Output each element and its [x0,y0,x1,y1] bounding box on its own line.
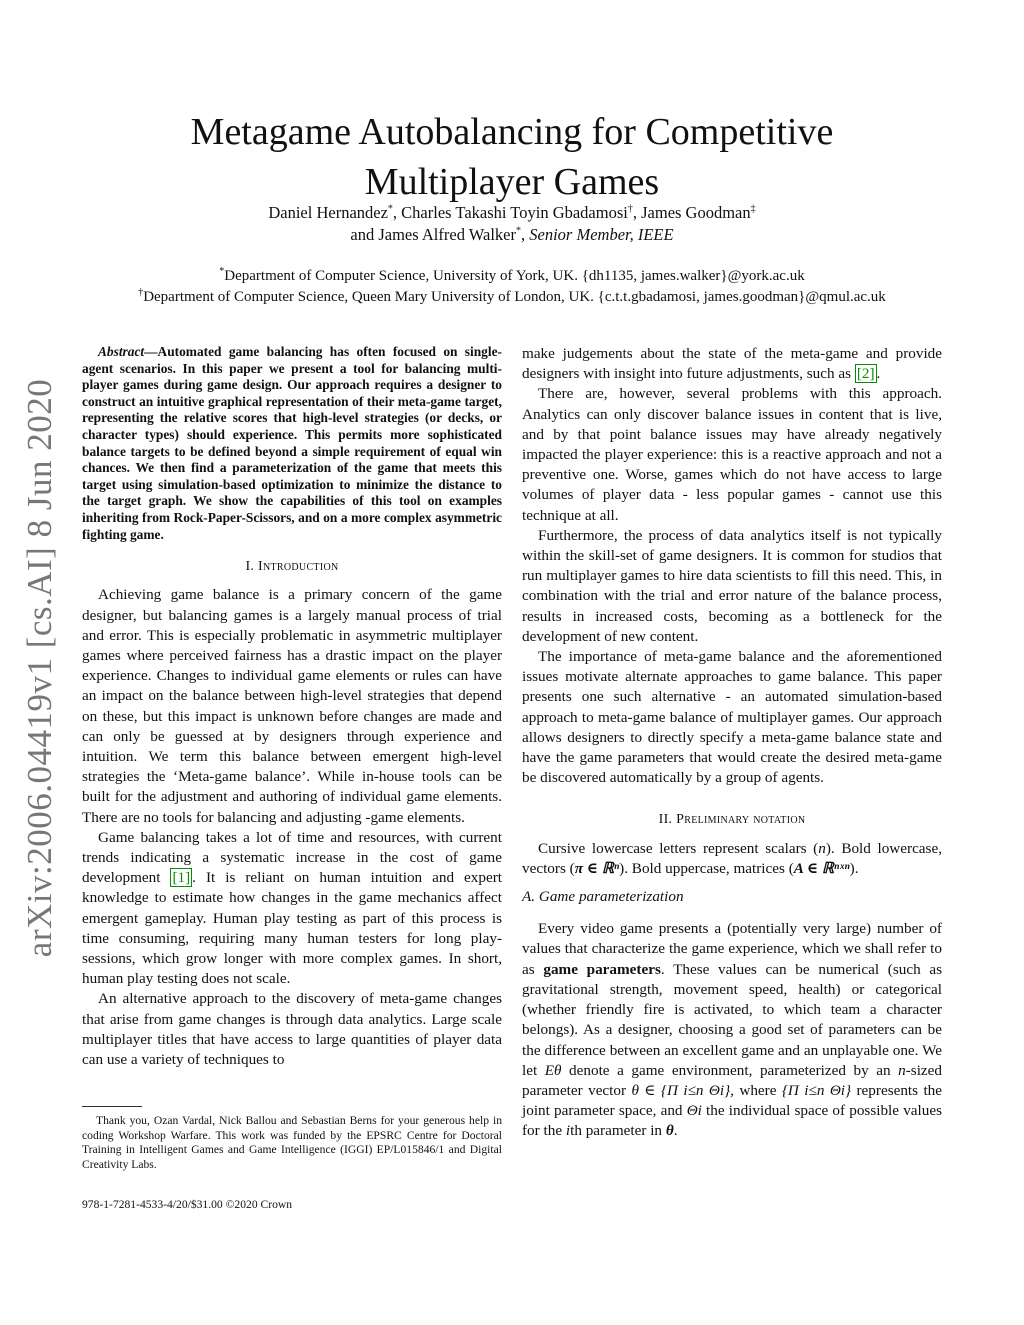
intro-paragraph-3: An alternative approach to the discovery of meta-game changes that arise from game changes is through data analytics. Large scale multiplayer titles that have access to large quantities of player data can use a variety of techniques to [82,990,502,1068]
affiliations [60,266,964,308]
game-param-paragraph: Every video game presents a (potentially very large) number of values that characterize the game experience, which we shall refer to as game parameters. These values can be numerical (such as gravitational strength, movement speed, health) or categorical (whether friendly fire is activated, to which team a character belongs). As a designer, choosing a good set of parameters can be the difference between an excellent game and an unplayable one. We let Eθ denote a game environment, parameterized by an n-sized parameter vector θ ∈ {Π i≤n Θi}, where {Π i≤n Θi} represents the joint parameter space, and Θi the individual space of possible values for the ith parameter in θ. [522,920,943,1140]
notation-paragraph: Cursive lowercase letters represent scalars (n). Bold lowercase, vectors (π ∈ ℝⁿ). Bold uppercase, matrices (A ∈ ℝⁿˣⁿ). [522,839,942,877]
section-heading-introduction: I. Introduction [245,559,339,575]
abstract: Abstract—Automated game balancing has often focused on single-agent scenarios. In this paper we present a tool for balancing multi-player games during game design. Our approach requires a designer to construct an intuitive graphical representation of their meta-game target, representing the relative scores that high-level strategies (or decks, or character types) should experience. This permits more sophisticated balance targets to be defined beyond a simple requirement of equal win chances. We then find a parameterization of the game that meets this target using simulation-based optimization to minimize the distance to the target graph. We show the capabilities of this tool on examples inheriting from Rock-Paper-Scissors, and on a more complex asymmetric fighting game. [82,344,502,542]
footnote-divider [82,1106,142,1107]
arxiv-stamp [18,378,62,958]
citation-link[interactable]: [1] [172,869,191,887]
author-line-2: and James Alfred Walker*, Senior Member, IEEE [350,225,674,244]
intro-paragraph-5: Furthermore, the process of data analytics itself is not typically within the skill-set of game designers. It is common for studios that run multiplayer games to hire data scientists to fill this need. This, in combination with the trial and error nature of the balance process, results in increased costs, becoming as a bottleneck for the development of new content. [522,526,942,645]
author-list [100,202,924,246]
affiliation-york: *Department of Computer Science, University of York, UK. {dh1135, james.walker}@york.ac.uk [219,266,805,284]
subsection-heading-game-parameterization: A. Game parameterization [522,888,684,906]
author-line-1: Daniel Hernandez*, Charles Takashi Toyin Gbadamosi†, James Goodman‡ [268,203,756,222]
intro-paragraph-4: There are, however, several problems with this approach. Analytics can only discover balance issues in content that is live, and by that point balance issues may have already negatively impacted the player experience: this is a reactive approach and not a preventive one. Worse, games which do not have access to large volumes of player data - less popular games - cannot use this technique at all. [522,385,942,524]
intro-paragraph-3-cont: make judgements about the state of the meta-game and provide designers with insight into future adjustments, such as [2] . [522,345,942,383]
copyright-notice: 978-1-7281-4533-4/20/$31.00 ©2020 Crown [82,1198,293,1211]
right-column [522,344,942,1142]
section-heading-notation: II. Preliminary notation [658,812,806,828]
citation-link[interactable]: [2] [856,365,875,383]
arxiv-id: arXiv:2006.04419v1 [cs.AI] 8 Jun 2020 [20,378,59,958]
left-column [82,344,502,1070]
affiliation-qmul: †Department of Computer Science, Queen Mary University of London, UK. {c.t.t.gbadamosi, james.goodman}@qmul.ac.uk [138,287,886,305]
intro-paragraph-6: The importance of meta-game balance and the aforementioned issues motivate alternate approaches to game balance. This paper presents one such alternative - an automated simulation-based approach to meta-game balance of multiplayer games. Our approach allows designers to directly specify a meta-game balance state and have the game parameters that would create the desired meta-game be discovered automatically by a group of agents. [522,648,942,787]
acknowledgement-footnote: Thank you, Ozan Vardal, Nick Ballou and Sebastian Berns for your generous help in coding Workshop Warfare. This work was funded by the EPSRC Centre for Doctoral Training in Intelligent Games and Game Intelligence (IGGI) EP/L015846/1 and Digital Creativity Labs. [82,1114,502,1171]
paper-title: Metagame Autobalancing for Competitive Multiplayer Games [190,111,834,204]
intro-paragraph-2: Game balancing takes a lot of time and resources, with current trends indicating a systematic increase in the cost of game development [1] . It is reliant on human intuition and expert knowledge to estimate how changes in the game mechanics affect emergent gameplay. Human play testing as part of this process is time consuming, requiring many human testers for long play-sessions, which grow longer with more complex games. In short, human play testing does not scale. [82,828,502,988]
intro-paragraph-1: Achieving game balance is a primary concern of the game designer, but balancing games is a largely manual process of trial and error. This is especially problematic in asymmetric multiplayer games where perceived fairness has a drastic impact on the player experience. Changes to individual game elements or rules can have an impact on the balance between high-level strategies that depend on these, but this impact is unknown before changes are made and can only be guessed at by designers through experience and intuition. We term this balance between emergent high-level strategies the ‘Meta-game balance’. While in-house tools can be built for the adjustment and authoring of individual game elements. There are no tools for balancing and adjusting -game elements. [82,586,502,826]
